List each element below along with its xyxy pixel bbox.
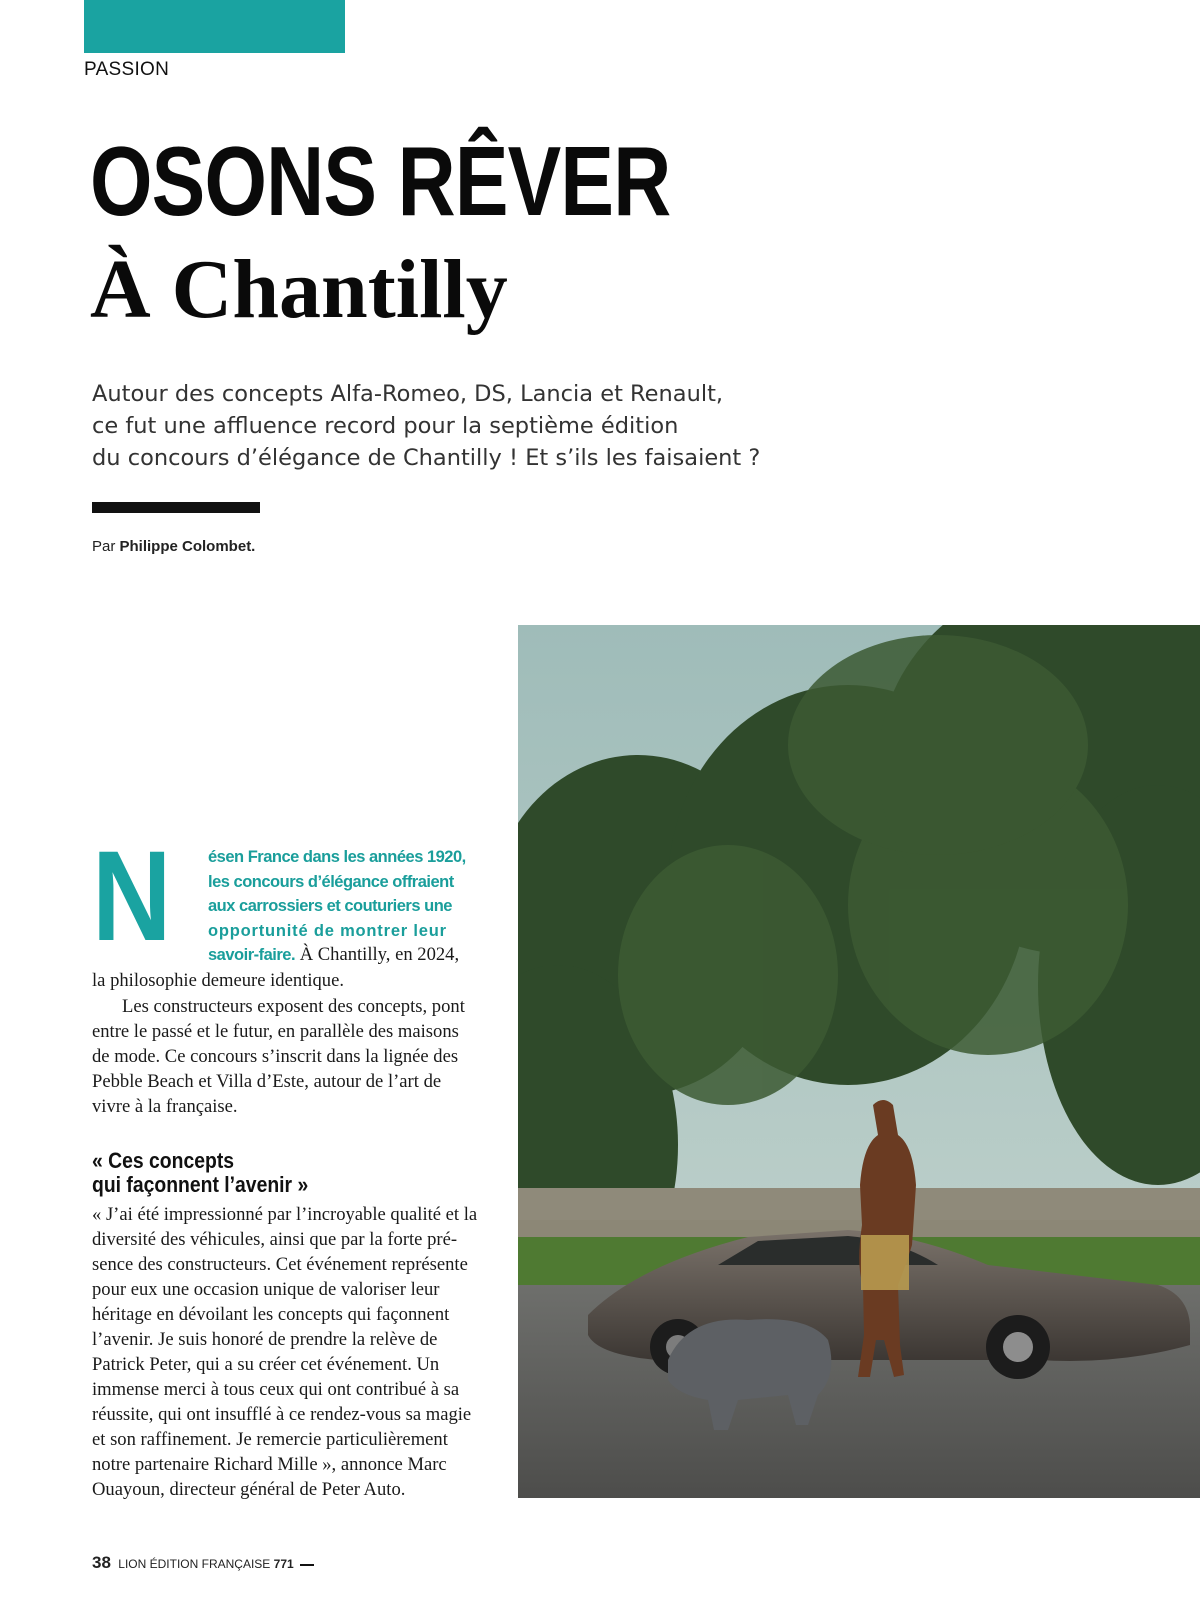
- issue-number: 771: [273, 1557, 294, 1571]
- divider-rule: [92, 502, 260, 513]
- article-standfirst: [92, 378, 832, 474]
- lead-line: [208, 943, 484, 968]
- lead-line: les concours d’élégance offraient: [208, 872, 454, 891]
- article-byline: [92, 538, 255, 555]
- body-line: notre partenaire Richard Mille », annonce Marc: [92, 1454, 447, 1475]
- lead-line: ésen France dans les années 1920,: [208, 848, 466, 866]
- byline-author: Philippe Colombet.: [119, 538, 256, 555]
- section-color-tab: [84, 0, 345, 53]
- page-number: 38: [92, 1553, 111, 1572]
- standfirst-line: Autour des concepts Alfa-Romeo, DS, Lancia et Renault,: [92, 381, 724, 407]
- intertitle: [92, 1149, 308, 1197]
- body-line: vivre à la française.: [92, 1096, 238, 1117]
- body-paragraph-1-tail: [92, 968, 484, 993]
- body-line: Pebble Beach et Villa d’Este, autour de l’art de: [92, 1071, 442, 1092]
- standfirst-line: ce fut une affluence record pour la septième édition: [92, 413, 679, 439]
- lead-bold-ending: savoir-faire.: [208, 946, 296, 964]
- lead-regular-continuation: À Chantilly, en 2024,: [295, 944, 460, 965]
- body-line: réussite, qui ont insufflé à ce rendez-vous sa magie: [92, 1404, 472, 1425]
- body-line: pour eux une occasion unique de valoriser leur: [92, 1279, 440, 1300]
- intertitle-line: qui façonnent l’avenir »: [92, 1172, 309, 1197]
- body-line: « J’ai été impressionné par l’incroyable qualité et la: [92, 1204, 478, 1225]
- article-headline: OSONS RÊVER: [90, 126, 671, 236]
- standfirst-line: du concours d’élégance de Chantilly ! Et s’ils les faisaient ?: [92, 445, 761, 471]
- quote-paragraph: [92, 1202, 484, 1502]
- byline-prefix: Par: [92, 538, 116, 555]
- lead-line: aux carrossiers et couturiers une: [208, 897, 452, 915]
- body-line: de mode. Ce concours s’inscrit dans la lignée des: [92, 1046, 459, 1067]
- intertitle-line: « Ces concepts: [92, 1148, 235, 1173]
- body-line: sence des constructeurs. Cet événement représente: [92, 1254, 468, 1275]
- body-line: Patrick Peter, qui a su créer cet événement. Un: [92, 1354, 440, 1375]
- lead-line: opportunité de montrer leur: [208, 921, 447, 940]
- body-paragraph-2: [92, 994, 484, 1119]
- body-line: Les constructeurs exposent des concepts, pont: [122, 996, 465, 1017]
- body-line: Ouayoun, directeur général de Peter Auto.: [92, 1479, 406, 1500]
- publication-name: LION ÉDITION FRANÇAISE: [118, 1557, 271, 1571]
- page-footer: [92, 1553, 314, 1573]
- section-rubric: PASSION: [84, 59, 170, 80]
- body-line: l’avenir. Je suis honoré de prendre la relève de: [92, 1329, 438, 1350]
- drop-cap-letter: N: [92, 825, 172, 968]
- body-line: la philosophie demeure identique.: [92, 970, 344, 991]
- article-subheadline: À Chantilly: [90, 243, 508, 336]
- body-line: héritage en dévoilant les concepts qui façonnent: [92, 1304, 450, 1325]
- article-photo: [518, 625, 1200, 1498]
- body-line: entre le passé et le futur, en parallèle des maisons: [92, 1021, 459, 1042]
- body-line: diversité des véhicules, ainsi que par la forte pré-: [92, 1229, 458, 1250]
- body-line: et son raffinement. Je remercie particulièrement: [92, 1429, 448, 1450]
- body-line: immense merci à tous ceux qui ont contribué à sa: [92, 1379, 460, 1400]
- lead-text-block: [208, 845, 484, 968]
- footer-dash: [300, 1564, 314, 1566]
